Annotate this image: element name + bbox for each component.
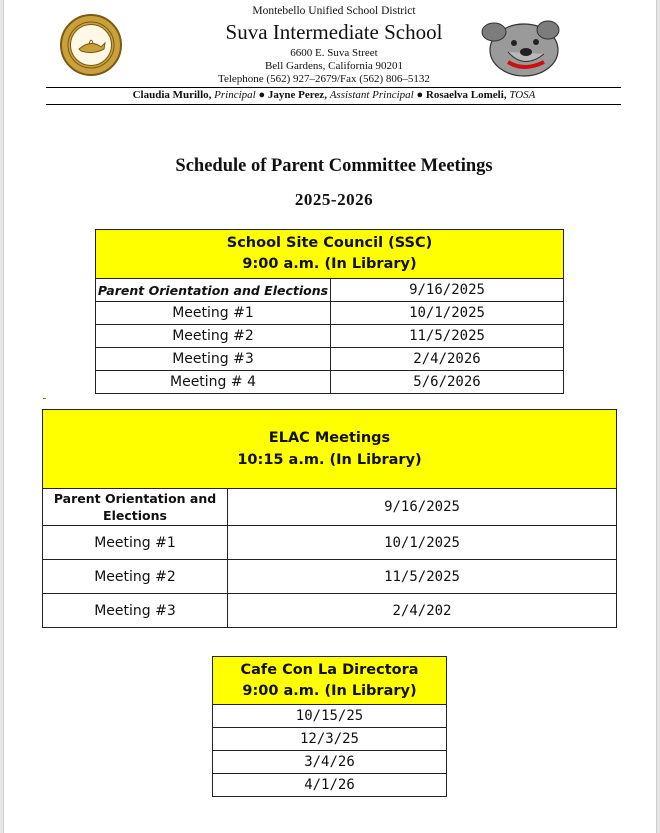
principal-role: Principal (214, 89, 256, 101)
school-name: Suva Intermediate School (225, 20, 443, 44)
elac-row-date: 10/1/2025 (228, 526, 617, 560)
principal-name: Claudia Murillo (132, 89, 209, 101)
ssc-row-label: Parent Orientation and Elections (96, 279, 331, 302)
table-row (96, 371, 564, 394)
table-row (43, 594, 617, 628)
tosa-name: Rosaelva Lomeli (425, 89, 504, 101)
ssc-row-date: 9/16/2025 (331, 279, 564, 302)
ssc-row-label: Meeting #2 (96, 325, 331, 348)
bulldog-mascot-icon (472, 10, 564, 80)
cafe-date: 3/4/26 (213, 751, 447, 774)
ssc-table (95, 229, 564, 394)
stray-mark (43, 398, 46, 399)
ssc-header-row (96, 230, 564, 279)
table-row (96, 279, 564, 302)
cafe-table (212, 656, 447, 797)
cafe-header (213, 657, 447, 705)
ssc-row-date: 11/5/2025 (331, 325, 564, 348)
ssc-row-label: Meeting # 4 (96, 371, 331, 394)
table-row (96, 348, 564, 371)
ssc-time: 9:00 a.m. (In Library) (242, 256, 417, 272)
ssc-header (96, 230, 564, 279)
ssc-title: School Site Council (SSC) (226, 235, 433, 251)
ssc-row-date: 10/1/2025 (331, 302, 564, 325)
elac-row-date: 11/5/2025 (228, 560, 617, 594)
phone-fax: Telephone (562) 927–2679/Fax (562) 806–5132 (218, 73, 430, 85)
elac-row-label: Meeting #2 (43, 560, 228, 594)
document-title: Schedule of Parent Committee Meetings (175, 156, 493, 176)
elac-time: 10:15 a.m. (In Library) (237, 452, 422, 468)
assistant-principal-name: Jayne Perez (267, 89, 325, 101)
table-row (43, 489, 617, 526)
elac-title: ELAC Meetings (268, 430, 391, 446)
address-line-1: 6600 E. Suva Street (290, 47, 378, 59)
document-year: 2025-2026 (294, 190, 374, 209)
ssc-row-date: 5/6/2026 (331, 371, 564, 394)
elac-header-row (43, 410, 617, 489)
table-row (213, 751, 447, 774)
table-row (213, 774, 447, 797)
elac-row-date: 9/16/2025 (228, 489, 617, 526)
district-name: Montebello Unified School District (252, 5, 416, 17)
elac-row-label: Meeting #1 (43, 526, 228, 560)
cafe-date: 12/3/25 (213, 728, 447, 751)
cafe-date: 4/1/26 (213, 774, 447, 797)
ssc-row-label: Meeting #3 (96, 348, 331, 371)
staff-separator: ● (413, 89, 426, 101)
header-rule-bottom (46, 104, 621, 105)
staff-line: Claudia Murillo, Principal ● Jayne Perez, Assistant Principal ● Rosaelva Lomeli, TOSA (132, 89, 536, 101)
table-row (43, 526, 617, 560)
elac-header (43, 410, 617, 489)
table-row (213, 728, 447, 751)
cafe-title: Cafe Con La Directora (240, 661, 419, 678)
table-row (96, 325, 564, 348)
elac-row-date: 2/4/202 (228, 594, 617, 628)
ssc-row-label: Meeting #1 (96, 302, 331, 325)
header-rule-top (46, 87, 621, 88)
assistant-principal-role: Assistant Principal (329, 89, 414, 101)
elac-row-label: Parent Orientation and Elections (43, 489, 228, 526)
table-row (43, 560, 617, 594)
staff-separator: ● (255, 89, 268, 101)
address-line-2: Bell Gardens, California 90201 (264, 60, 404, 72)
table-row (213, 705, 447, 728)
cafe-header-row (213, 657, 447, 705)
tosa-role: TOSA (509, 89, 536, 101)
elac-table (42, 409, 617, 628)
table-row (96, 302, 564, 325)
cafe-date: 10/15/25 (213, 705, 447, 728)
elac-row-label: Meeting #3 (43, 594, 228, 628)
ssc-row-date: 2/4/2026 (331, 348, 564, 371)
cafe-time: 9:00 a.m. (In Library) (242, 682, 417, 699)
